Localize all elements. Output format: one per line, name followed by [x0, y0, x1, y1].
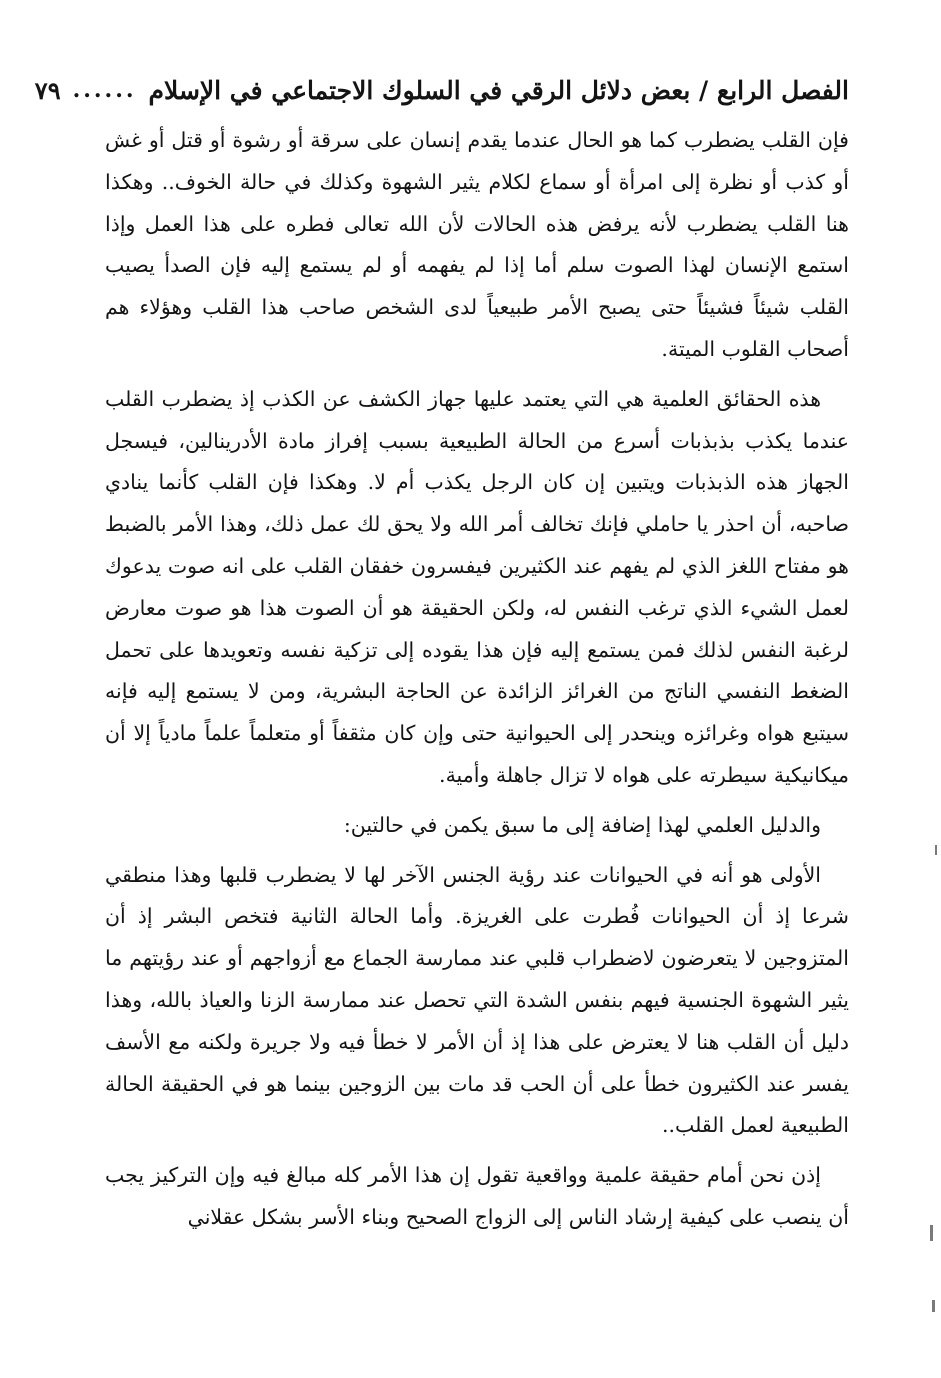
paragraph-3: والدليل العلمي لهذا إضافة إلى ما سبق يكمن في حالتين: — [343, 812, 821, 837]
paragraph-4: الأولى هو أنه في الحيوانات عند رؤية الجنس الآخر لها لا يضطرب قلبها وهذا منطقي شرعا إذ أن الحيوانات فُطرت على الغريزة. وأما الحالة الثانية فتخص البشر إذ أن المتزوجين لا يتعرضون لاضطراب قلبي عند ممارسة الجماع مع أزواجهم أو عند رؤيتهم ما يثير الشهوة الجنسية فيهم بنفس الشدة التي تحصل عند ممارسة الزنا والعياذ بالله، وهذا دليل أن القلب هنا لا يعترض على هذا إذ أن الأمر لا خطأ فيه ولا جريرة ولكنه مع الأسف يفسر عند الكثيرون خطأ على أن الحب قد مات بين الزوجين بينما هو في الحقيقة الحالة الطبيعية لعمل القلب.. — [105, 862, 849, 1138]
running-header — [34, 70, 849, 110]
scan-edge-mark — [935, 845, 937, 855]
paragraph-5: إذن نحن أمام حقيقة علمية وواقعية تقول إن هذا الأمر كله مبالغ فيه وإن التركيز يجب أن ينصب على كيفية إرشاد الناس إلى الزواج الصحيح وبناء الأسر بشكل عقلاني — [105, 1163, 849, 1229]
paragraph-1: فإن القلب يضطرب كما هو الحال عندما يقدم إنسان على سرقة أو رشوة أو قتل أو غش أو كذب أو نظرة إلى امرأة أو سماع لكلام يثير الشهوة وكذلك في حالة الخوف.. وهكذا هنا القلب يضطرب لأنه يرفض هذه الحالات لأن الله تعالى فطره على هذا العمل وإذا استمع الإنسان لهذا الصوت سلم أما إذا لم يفهمه أو لم يستمع إليه فإن الصدأ يصيب القلب شيئاً فشيئاً حتى يصبح الأمر طبيعياً لدى الشخص صاحب هذا القلب وهؤلاء هم أصحاب القلوب الميتة. — [105, 128, 849, 361]
page-body — [105, 120, 849, 1239]
paragraph-2: هذه الحقائق العلمية هي التي يعتمد عليها جهاز الكشف عن الكذب إذ يضطرب القلب عندما يكذب بذبذبات أسرع من الحالة الطبيعية بسبب إفراز مادة الأدرينالين، فيسجل الجهاز هذه الذبذبات ويتبين إن كان الرجل يكذب أم لا. وهكذا فإن القلب كأنما ينادي صاحبه، أن احذر يا حاملي فإنك تخالف أمر الله ولا يحق لك عمل ذلك، وهذا الأمر بالضبط هو مفتاح اللغز الذي لم يفهم عند الكثيرين فيفسرون خفقان القلب على انه صوت يدعوك لعمل الشيء الذي ترغب النفس له، ولكن الحقيقة هو أن الصوت هذا هو صوت معارض لرغبة النفس لذلك فمن يستمع إليه فإن هذا يقوده إلى تزكية نفسه وتعويدها على تحمل الضغط النفسي الناتج من الغرائز الزائدة عن الحاجة البشرية، ومن لا يستمع إليه فإنه سيتبع هواه وغرائزه وينحدر إلى الحيوانية حتى وإن كان مثقفاً أو متعلماً علماً مادياً إلا أن ميكانيكية سيطرته على هواه لا تزال جاهلة وأمية. — [105, 386, 849, 787]
page-number: ٧٩ — [34, 75, 61, 105]
chapter-running-title: الفصل الرابع / بعض دلائل الرقي في السلوك الاجتماعي في الإسلام — [148, 75, 849, 105]
scan-edge-mark — [932, 1300, 935, 1312]
header-dots: ...... — [72, 77, 137, 103]
scan-edge-mark — [930, 1225, 933, 1241]
